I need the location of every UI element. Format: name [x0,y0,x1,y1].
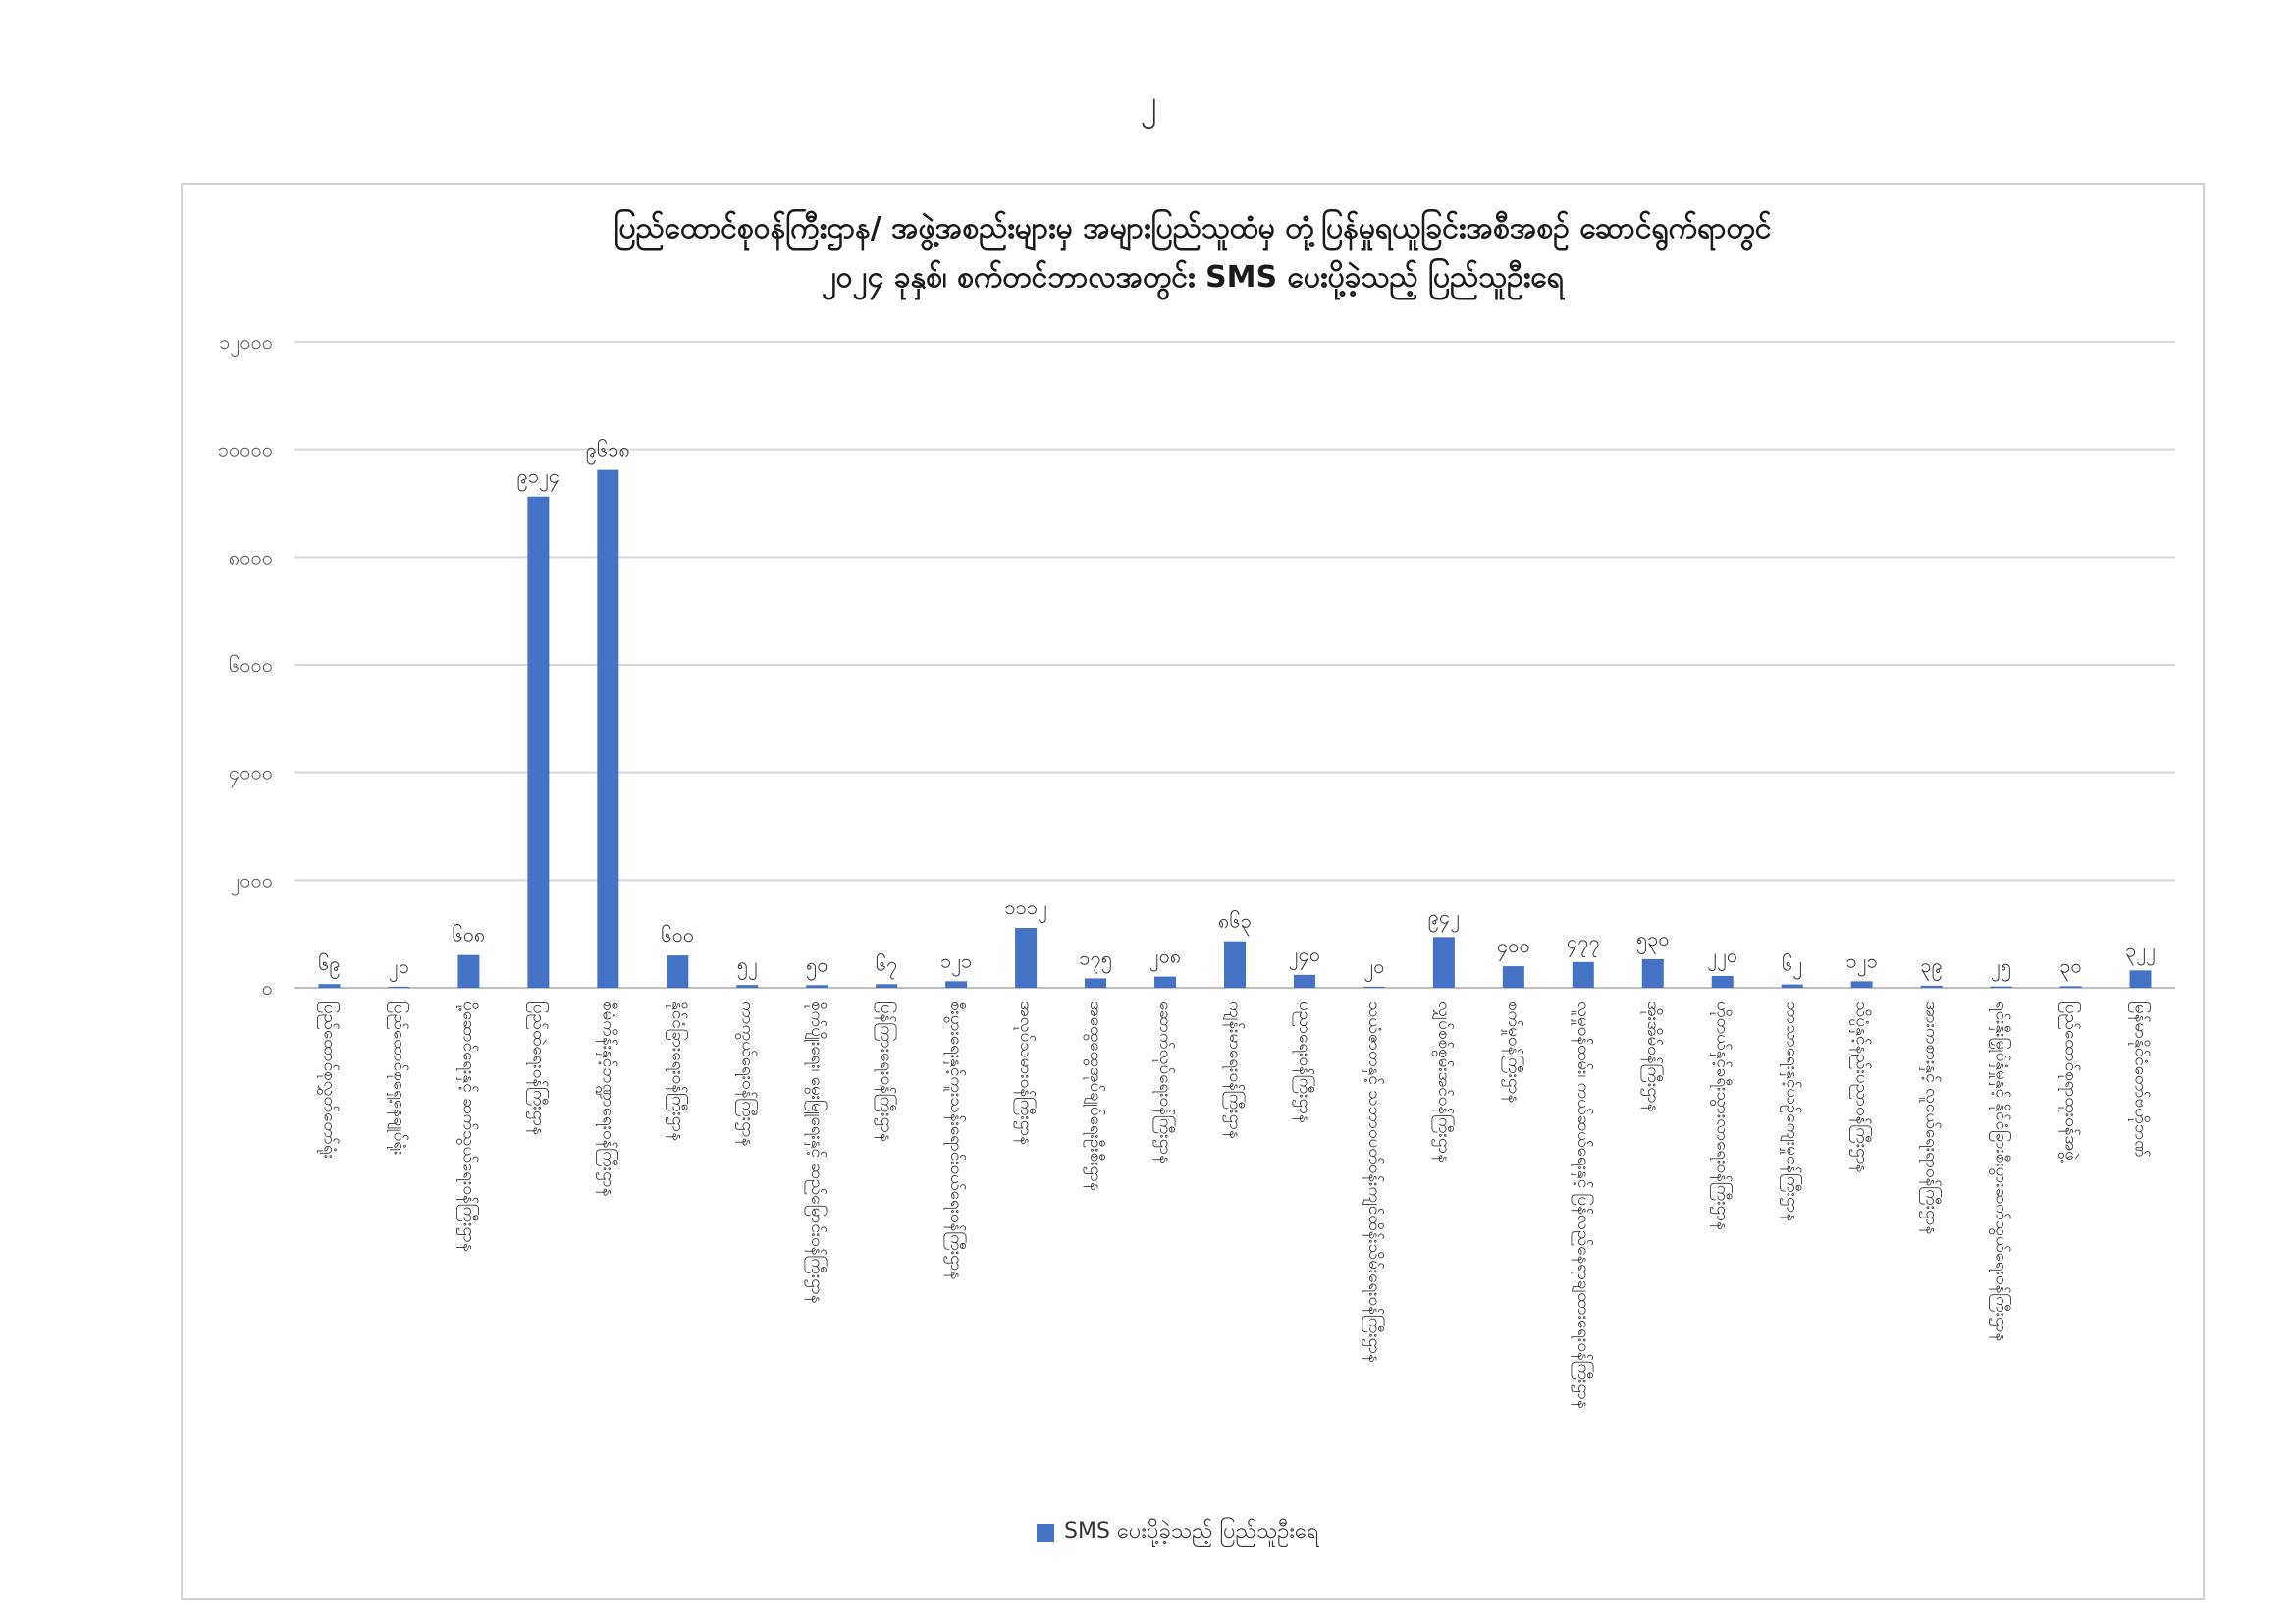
data-label: ၄၀၀ [1496,934,1530,958]
bar [1224,942,1246,988]
data-label: ၂၄၀ [1288,942,1321,966]
y-tick-label: ၂၀၀၀ [230,868,273,893]
data-label: ၆၀၀ [661,923,695,947]
bar [667,955,688,988]
data-label: ၂၀ [388,953,409,978]
y-tick-label: ၆၀၀၀ [229,653,273,677]
bar [527,497,549,988]
category-label: သိပ္ပံနှင့်နည်းပညာဝန်ကြီးဌာန [1851,1001,1872,1173]
data-label: ၆၉ [318,951,341,976]
category-label: မြန်မာနိုင်ငံတော်ဗဟိုဘဏ် [2130,1001,2151,1158]
data-label: ၃၂၂ [2125,938,2156,962]
data-label: ၂၂၀ [1707,943,1738,967]
category-label: အိုးအိမ်ဝန်ကြီးဌာန [1642,1001,1663,1112]
bar [1154,977,1176,988]
data-label: ၆၀၈ [452,922,486,947]
category-label: ရင်းနှီးမြှုပ်နှံမှုနှင့် နိုင်ငံခြားစီးပွားဆက်သွယ်ရေးဝန်ကြီးဌာန [1991,1001,2011,1342]
legend-swatch [1037,1524,1054,1542]
data-label: ၁၂၁ [939,948,973,973]
bar [806,985,828,988]
y-tick-label: ၁၀၀၀၀ [217,437,273,461]
bar [876,984,897,988]
bar [457,955,479,988]
bar [1363,987,1385,988]
bar [1991,987,2012,988]
legend [1037,1516,1319,1548]
category-label: ပြန်ကြားရေးဝန်ကြီးဌာန [877,1001,897,1142]
category-label: အလုပ်သမားဝန်ကြီးဌာန [1016,1001,1037,1146]
legend-label: SMS ပေးပို့ခဲ့သည့် ပြည်သူဦးရေ [1064,1519,1319,1543]
data-label: ၈၆၃ [1218,908,1252,933]
chart-title-line-2: ၂၀၂၄ ခုနှစ်၊ စက်တင်ဘာလအတွင်း SMS ပေးပို့ခဲ့သည့် ပြည်သူဦးရေ [822,260,1564,295]
category-label: လူမှုဝန်ထမ်း၊ ကယ်ဆယ်ရေးနှင့် ပြန်လည်နေရာချထားရေးဝန်ကြီးဌာန [1573,1001,1593,1409]
category-label: ပြည်ထောင်စုရာထူးဝန်အဖွဲ့ [2060,1001,2081,1161]
category-label: ဘာသာရေးနှင့်ယဉ်ကျေးမှုဝန်ကြီးဌာန [1782,1001,1802,1222]
category-label: စီမံကိန်းနှင့်ဘဏ္ဍာရေးဝန်ကြီးဌာန [598,1001,618,1197]
data-label: ၆၂ [1782,951,1803,976]
category-label: သယံဇာတနှင့် သဘာဝပတ်ဝန်းကျင်ထိန်းသိမ်းရေးဝန်ကြီးဌာန [1363,1001,1384,1363]
category-label: စီးပွားရေးနှင့်ကူးသန်းရောင်းဝယ်ရေးဝန်ကြီးဌာန [946,1001,967,1280]
bar [1921,986,1943,988]
category-label: ကျန်းမာရေးဝန်ကြီးဌာန [1225,1001,1245,1139]
bar [1573,962,1594,988]
chart-frame [181,183,2205,1600]
data-label: ၂၀ [1363,953,1385,978]
data-label: ၉၄၂ [1427,904,1461,929]
data-label: ၂၀၈ [1148,944,1182,968]
category-label: အားကစားနှင့် လူငယ်ရေးရာဝန်ကြီးဌာန [1921,1001,1942,1235]
category-label: အထွေထွေအုပ်ချုပ်ရေးဦးစီးဌာန [1086,1001,1106,1191]
bar [318,984,340,988]
bar [1851,981,1873,988]
category-label: စိုက်ပျိုးရေး၊ မွေးမြူရေးနှင့် ဆည်မြောင်းဝန်ကြီးဌာန [807,1001,828,1304]
data-label: ၁၂၁ [1845,948,1878,973]
data-label: ၉၆၁၈ [585,437,630,461]
data-label: ၄၇၇ [1566,929,1600,953]
bar [2060,986,2082,988]
chart-title-line-1: ပြည်ထောင်စုဝန်ကြီးဌာန/ အဖွဲ့အစည်းများမှ အများပြည်သူထံမှ တုံ့ပြန်မှုရယူခြင်းအစီအစဉ် ဆောင်ရွက်ရာတွင် [614,211,1772,245]
category-label: ပညာရေးဝန်ကြီးဌာန [1294,1001,1314,1123]
bar [1642,959,1664,988]
bar [2130,970,2152,988]
y-tick-label: ၈၀၀၀ [228,545,273,569]
y-tick-label: ၄၀၀၀ [229,760,273,785]
data-label: ၂၅ [1991,953,2012,978]
category-label: နိုင်ငံခြားရေးဝန်ကြီးဌာန [667,1001,688,1142]
category-label: လျှပ်စစ်စွမ်းအင်ဝန်ကြီးဌာန [1433,1001,1454,1164]
data-label: ၅၂ [736,952,758,977]
bar [1085,978,1106,988]
bar [1015,928,1037,988]
category-label: ပြည်ထဲရေးဝန်ကြီးဌာန [528,1001,549,1136]
data-label: ၉၁၂၄ [516,463,561,488]
bar [1503,966,1524,988]
bar [1294,975,1315,988]
category-label: စက်မှုဝန်ကြီးဌာန [1503,1001,1523,1104]
data-label: ၆၇ [875,951,898,976]
data-label: ၅၀ [805,952,828,977]
data-label: ၃၀ [2059,953,2082,978]
bar [945,981,967,988]
bar [1782,985,1803,988]
y-tick-label: ၀ [261,976,273,1000]
y-tick-label: ၁၂၀၀၀ [219,330,273,353]
bar [388,987,409,988]
page-number: ၂ [1140,83,1157,123]
data-label: ၁၇၅ [1079,946,1112,970]
bar [736,985,758,988]
category-label: ပို့ဆောင်ရေးနှင့် ဆက်သွယ်ရေးဝန်ကြီးဌာန [458,1001,479,1252]
bar [1433,937,1455,988]
bar [1712,976,1734,988]
data-label: ၃၉ [1920,952,1943,977]
data-label: ၅၃၀ [1635,926,1670,950]
bar [597,470,618,988]
category-label: ဟိုတယ်နှင့်ခရီးသွားလာရေးဝန်ကြီးဌာန [1712,1001,1733,1230]
bar-chart [183,185,2207,1602]
category-label: ပြည်ထောင်စုရှေ့နေချုပ်ရုံး [389,1001,409,1156]
category-label: ပြည်ထောင်စုလွှတ်တော်ရုံး [319,1001,340,1159]
category-label: ကာကွယ်ရေးဝန်ကြီးဌာန [737,1001,758,1147]
data-label: ၁၁၁၂ [1004,895,1047,920]
category-label: ဆောက်လုပ်ရေးဝန်ကြီးဌာန [1155,1001,1176,1164]
